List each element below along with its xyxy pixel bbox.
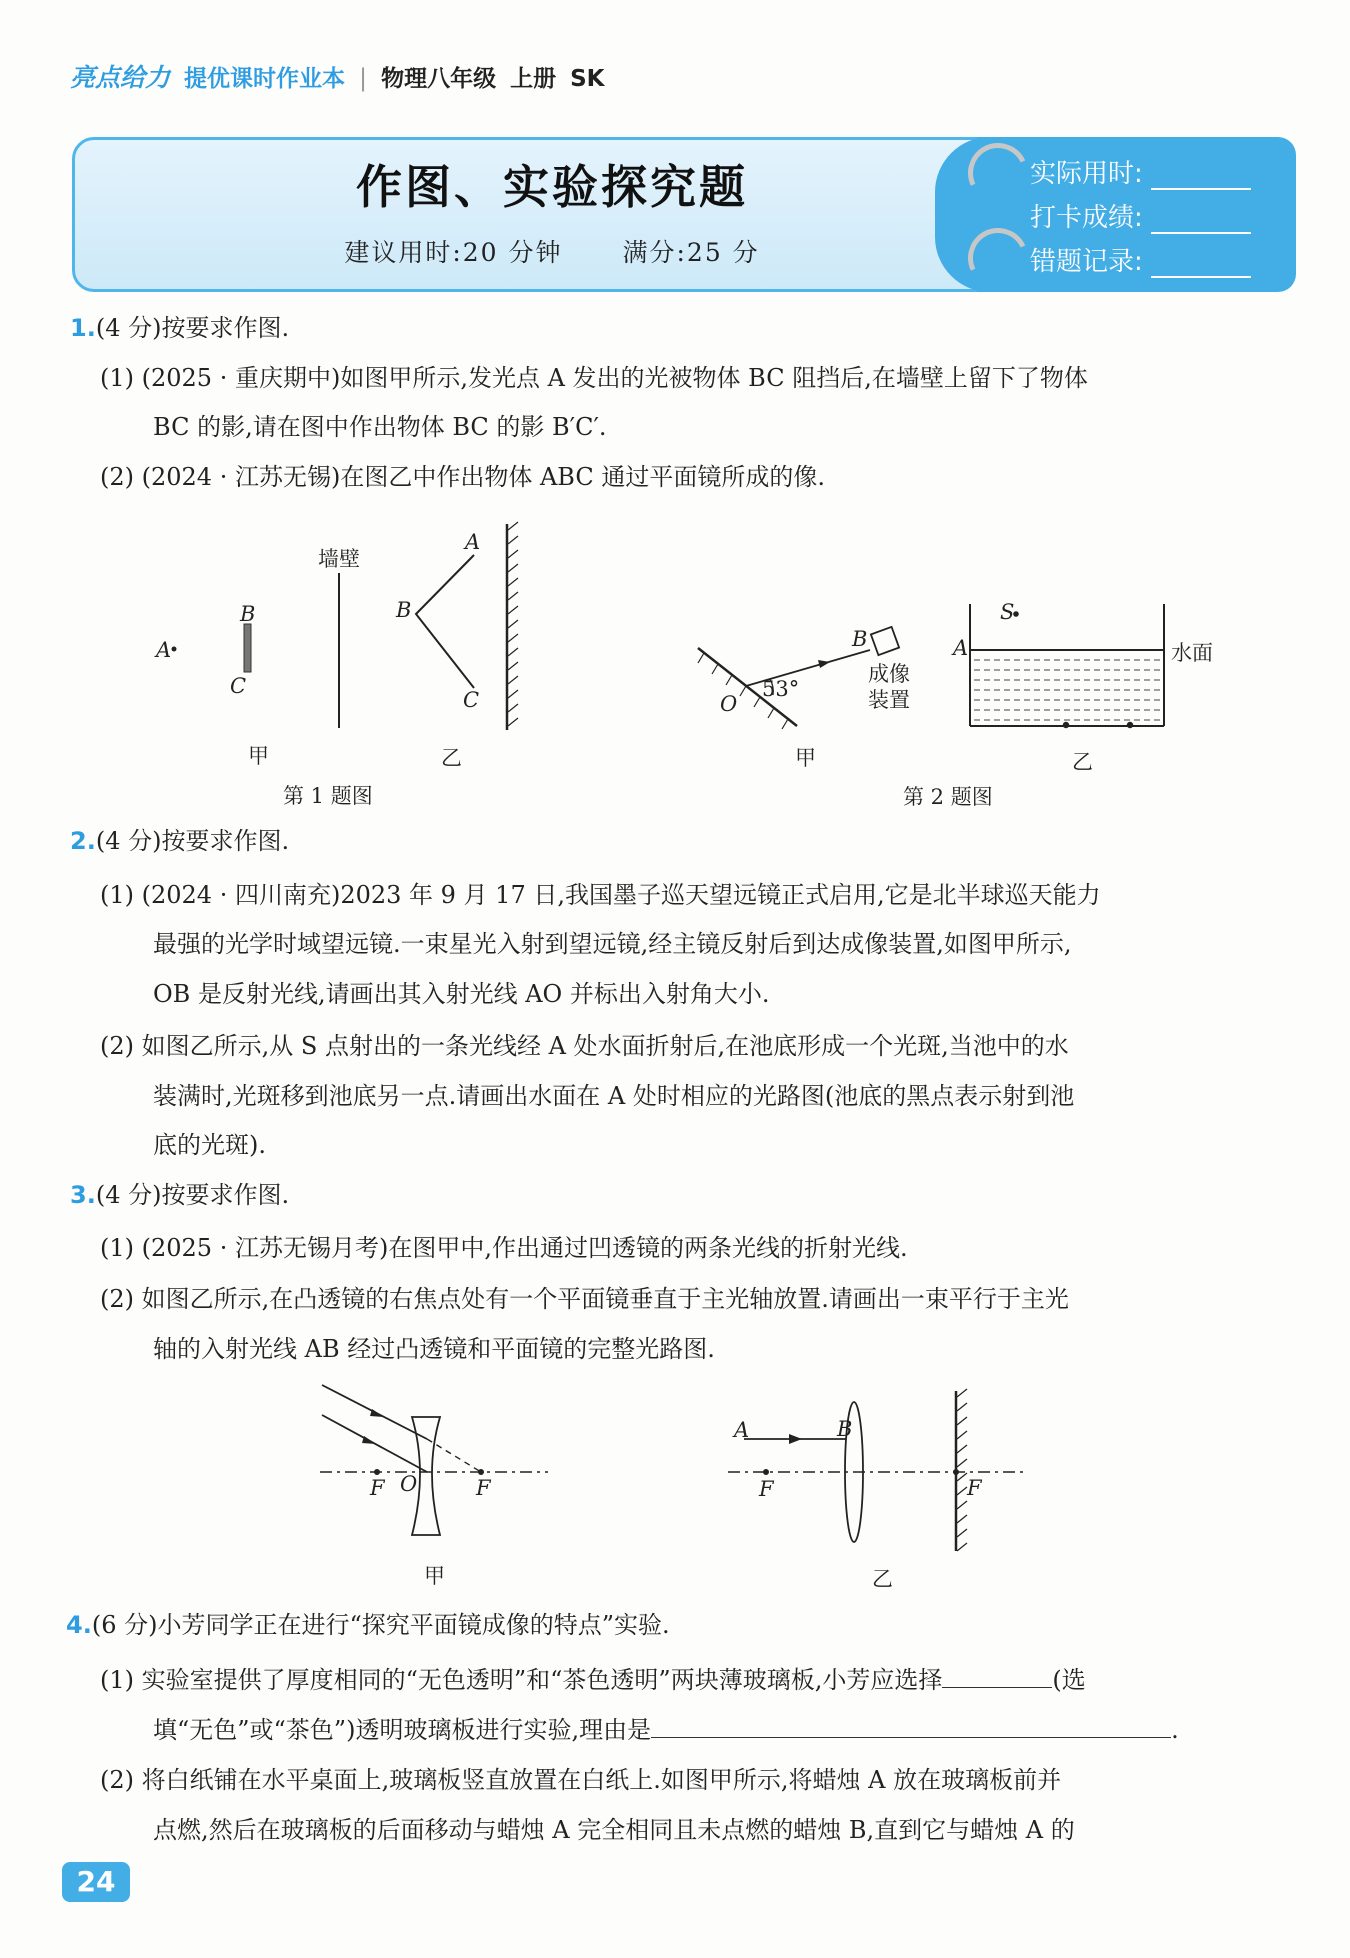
fig3-label-b: B bbox=[837, 1417, 853, 1441]
q3-part1: (1) (2025 · 江苏无锡月考)在图甲中,作出通过凹透镜的两条光线的折射光线. bbox=[100, 1234, 908, 1262]
mirror-hatching bbox=[508, 522, 518, 726]
q2-part1: OB 是反射光线,请画出其入射光线 AO 并标出入射角大小. bbox=[153, 980, 770, 1008]
q1-part1: (1) (2025 · 重庆期中)如图甲所示,发光点 A 发出的光被物体 BC 阻挡后,在墙壁上留下了物体 bbox=[100, 364, 1088, 392]
header-separator: | bbox=[359, 64, 368, 92]
light-spot-dot bbox=[1063, 722, 1069, 728]
record-errors: 错题记录: bbox=[1030, 241, 1251, 278]
fig2-jia: 甲 bbox=[795, 746, 816, 770]
arrow-icon bbox=[789, 1434, 802, 1444]
answer-blank[interactable] bbox=[651, 1713, 1171, 1738]
fig1-label-ya: A bbox=[465, 530, 481, 554]
focus-dot bbox=[478, 1469, 484, 1475]
q4-part2: (2) 将白纸铺在水平桌面上,玻璃板竖直放置在白纸上.如图甲所示,将蜡烛 A 放在玻璃板前并 bbox=[100, 1766, 1062, 1794]
focus-dot bbox=[953, 1469, 959, 1475]
focus-dot bbox=[374, 1469, 380, 1475]
fig3-label-f: F bbox=[967, 1476, 982, 1500]
fig3-label-a: A bbox=[734, 1418, 750, 1442]
suggested-time: 建议用时:20 分钟 bbox=[344, 238, 563, 267]
focus-dot bbox=[763, 1469, 769, 1475]
record-blank[interactable] bbox=[1151, 166, 1251, 190]
water-body bbox=[974, 660, 1160, 720]
fig3-label-o: O bbox=[400, 1472, 418, 1496]
fig2-label-s: S bbox=[1000, 600, 1015, 624]
q3-head: 3.(4 分)按要求作图. bbox=[70, 1181, 290, 1209]
fig3-yi: 乙 bbox=[872, 1567, 893, 1591]
q2-head: 2.(4 分)按要求作图. bbox=[70, 827, 290, 855]
figure-3-diagram bbox=[310, 1375, 1080, 1565]
arrow-icon bbox=[362, 1436, 376, 1444]
fig1-jia: 甲 bbox=[248, 744, 269, 768]
fig1-caption: 第 1 题图 bbox=[283, 784, 373, 808]
section-banner bbox=[72, 137, 1296, 294]
page-header bbox=[70, 58, 605, 94]
q1-part1: BC 的影,请在图中作出物体 BC 的影 B′C′. bbox=[153, 413, 607, 441]
light-spot-dot bbox=[1127, 722, 1133, 728]
mirror-hatching bbox=[957, 1389, 967, 1551]
subject-label: 物理八年级 bbox=[381, 66, 497, 92]
figure-2-diagram bbox=[690, 590, 1210, 760]
q3-part2: 轴的入射光线 AB 经过凸透镜和平面镜的完整光路图. bbox=[153, 1335, 715, 1363]
full-score: 满分:25 分 bbox=[622, 238, 760, 267]
q2-part2: 底的光斑). bbox=[153, 1131, 266, 1159]
volume-label: 上册 bbox=[510, 66, 557, 92]
q3-part2: (2) 如图乙所示,在凸透镜的右焦点处有一个平面镜垂直于主光轴放置.请画出一束平行于主光 bbox=[100, 1285, 1069, 1313]
fig1-label-c: C bbox=[230, 674, 247, 698]
fig2-caption: 第 2 题图 bbox=[903, 785, 993, 809]
answer-blank[interactable] bbox=[942, 1663, 1052, 1688]
q4-head: 4.(6 分)小芳同学正在进行“探究平面镜成像的特点”实验. bbox=[66, 1611, 670, 1639]
q2-part2: 装满时,光斑移到池底另一点.请画出水面在 A 处时相应的光路图(池底的黑点表示射到池 bbox=[153, 1082, 1075, 1110]
fig1-wall-label: 墙壁 bbox=[318, 547, 360, 571]
q2-part2: (2) 如图乙所示,从 S 点射出的一条光线经 A 处水面折射后,在池底形成一个光斑,当池中的水 bbox=[100, 1032, 1069, 1060]
q4-part1: (1) 实验室提供了厚度相同的“无色透明”和“茶色透明”两块薄玻璃板,小芳应选择 (选 bbox=[100, 1663, 1086, 1695]
page-number: 24 bbox=[62, 1862, 130, 1902]
arrow-icon bbox=[370, 1409, 384, 1417]
fig2-angle-label: 53° bbox=[762, 677, 800, 701]
fig2-device-label: 成像 bbox=[868, 662, 910, 686]
record-blank[interactable] bbox=[1151, 210, 1251, 234]
fig1-label-a: A bbox=[156, 638, 172, 662]
q1-head: 1.(4 分)按要求作图. bbox=[70, 314, 290, 342]
fig3-label-f: F bbox=[476, 1476, 491, 1500]
record-actual-time: 实际用时: bbox=[1030, 153, 1251, 190]
imaging-device bbox=[871, 627, 899, 655]
fig1-label-b: B bbox=[240, 602, 256, 626]
fig2-yi: 乙 bbox=[1072, 750, 1093, 774]
q4-part2: 点燃,然后在玻璃板的后面移动与蜡烛 A 完全相同且未点燃的蜡烛 B,直到它与蜡烛 A 的 bbox=[153, 1816, 1075, 1844]
fig3-label-f: F bbox=[370, 1476, 385, 1500]
section-title: 作图、实验探究题 bbox=[356, 160, 748, 214]
section-meta bbox=[72, 233, 1032, 269]
edition-label: SK bbox=[570, 66, 605, 92]
fig1-yi: 乙 bbox=[441, 746, 462, 770]
q2-part1: (1) (2024 · 四川南充)2023 年 9 月 17 日,我国墨子巡天望远镜正式启用,它是北半球巡天能力 bbox=[100, 881, 1101, 909]
fig2-device-label: 装置 bbox=[868, 688, 910, 712]
record-blank[interactable] bbox=[1151, 254, 1251, 278]
fig2-water-label: 水面 bbox=[1171, 641, 1213, 665]
q4-part1: 填“无色”或“茶色”)透明玻璃板进行实验,理由是 . bbox=[153, 1713, 1179, 1745]
fig2-label-b: B bbox=[852, 627, 868, 651]
object-bc bbox=[244, 624, 251, 672]
fig2-label-o: O bbox=[720, 692, 738, 716]
q2-part1: 最强的光学时域望远镜.一束星光入射到望远镜,经主镜反射后到达成像装置,如图甲所示, bbox=[153, 930, 1072, 958]
fig2-label-a: A bbox=[953, 636, 969, 660]
fig3-label-f: F bbox=[759, 1477, 774, 1501]
point-a-dot bbox=[172, 647, 177, 652]
q1-part2: (2) (2024 · 江苏无锡)在图乙中作出物体 ABC 通过平面镜所成的像. bbox=[100, 463, 825, 491]
fig1-label-yc: C bbox=[463, 688, 480, 712]
record-score: 打卡成绩: bbox=[1030, 197, 1251, 234]
extension-line bbox=[427, 1439, 481, 1472]
fig3-jia: 甲 bbox=[424, 1564, 445, 1588]
brand-logo: 亮点给力 bbox=[70, 63, 171, 92]
series-title: 提优课时作业本 bbox=[184, 66, 346, 92]
object-abc bbox=[416, 555, 474, 688]
fig1-label-yb: B bbox=[396, 598, 412, 622]
